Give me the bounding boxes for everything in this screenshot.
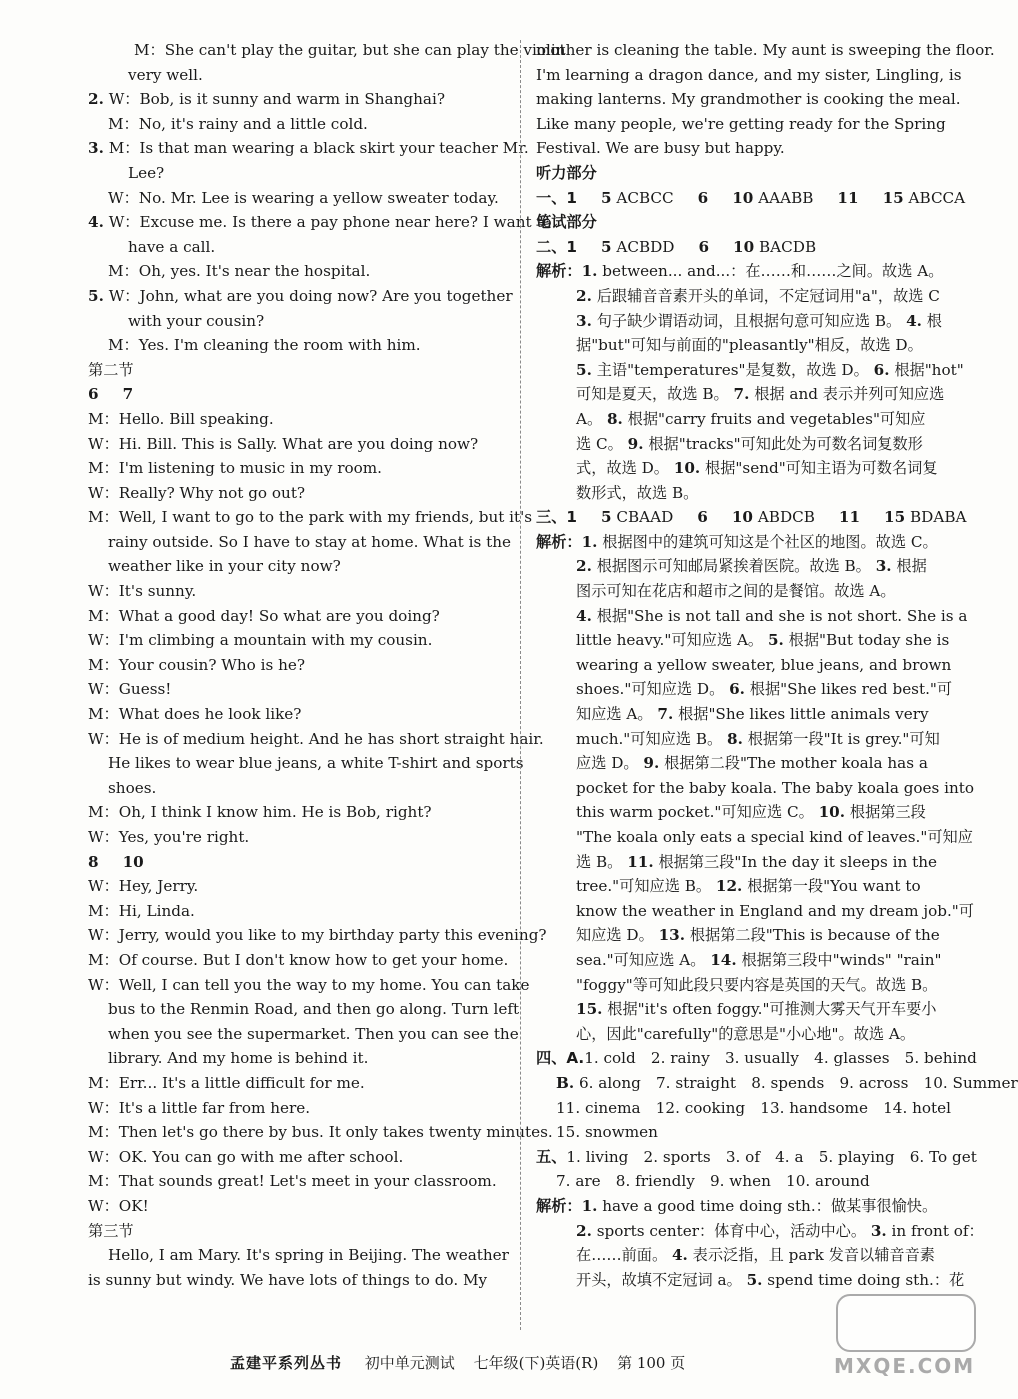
text-line: shoes."可知应选 D。 [576, 680, 725, 699]
text-line: 根据图中的建筑可知这是个社区的地图。故选 C。 [602, 532, 938, 551]
text-line: 根据 [896, 557, 927, 576]
item-number: 4. [88, 213, 104, 232]
item-number: 8. [606, 409, 623, 428]
text-line: W：He is of medium height. And he has short straight hair. [88, 729, 544, 748]
text-line: M：She can't play the guitar, but she can play the violin [134, 41, 566, 59]
text-line: M：Oh, yes. It's near the hospital. [108, 262, 371, 281]
text-line: W：John, what are you doing now? Are you together [108, 286, 513, 305]
text-line: 根据 and 表示并列可知应选 [754, 385, 945, 404]
item-number: 2. [576, 286, 592, 305]
text-line: weather like in your city now? [108, 557, 341, 576]
text-line: 根据"it's often foggy."可推测大雾天气开车要小 [607, 1000, 937, 1019]
answer-key: ACBCC [616, 188, 674, 207]
item-number: 12. [715, 877, 743, 896]
text-line: very well. [128, 65, 203, 84]
answer-key: 1. living 2. sports 3. of 4. a 5. playing 6. To get [566, 1147, 977, 1166]
page-number: 第 100 页 [617, 1354, 686, 1372]
item-number: 5. [767, 631, 784, 650]
item-number: 3. [88, 139, 104, 158]
text-line: is sunny but windy. We have lots of things to do. My [88, 1270, 488, 1289]
text-line: M：Your cousin? Who is he? [88, 655, 306, 674]
item-number: 1. [581, 262, 598, 281]
answer-key: BACDB [759, 237, 817, 256]
text-line: W：It's sunny. [88, 582, 197, 601]
item-number: 15. [576, 1000, 603, 1019]
item-number: 2. [88, 90, 104, 109]
text-line: "The koala only eats a special kind of leaves."可知应 [576, 828, 973, 846]
answer-range: 二、1 [536, 237, 577, 256]
answer-key: ABDCB [757, 508, 815, 527]
text-line: 根据第一段"You want to [747, 877, 921, 896]
item-number: 13. [658, 926, 686, 945]
text-line: M：What a good day! So what are you doing? [88, 606, 440, 625]
text-line: 根据第三段中"winds" "rain" [741, 950, 942, 969]
item-number: 4. [671, 1246, 688, 1265]
text-line: library. And my home is behind it. [108, 1049, 369, 1068]
text-line: M：No, it's rainy and a little cold. [108, 114, 368, 133]
text-line: He likes to wear blue jeans, a white T-shirt and sports [108, 754, 524, 773]
text-line: sports center：体育中心，活动中心。 [596, 1221, 867, 1240]
answer-range: 6 [698, 237, 710, 256]
text-line: W：No. Mr. Lee is wearing a yellow sweater today. [108, 188, 499, 207]
answer-range: 四、A. [536, 1049, 585, 1068]
text-line: rainy outside. So I have to stay at home. What is the [108, 532, 511, 551]
text-line: M：Err... It's a little difficult for me. [88, 1073, 365, 1092]
text-line: 根据"She likes red best."可 [749, 680, 953, 699]
item-number: 3. [875, 557, 892, 576]
text-line: W：OK! [88, 1196, 149, 1215]
text-line: 选 C。 [576, 434, 623, 453]
text-line: Hello, I am Mary. It's spring in Beijing. The weather [108, 1246, 509, 1265]
text-line: I'm learning a dragon dance, and my sister, Lingling, is [536, 65, 962, 84]
answer-key: 1. cold 2. rainy 3. usually 4. glasses 5. behind [584, 1049, 977, 1068]
text-line: 知应选 A。 [576, 705, 653, 724]
text-line: when you see the supermarket. Then you can see the [108, 1024, 519, 1043]
item-number: 10. [673, 459, 701, 478]
text-line: 选 B。 [576, 852, 623, 871]
text-line: pocket for the baby koala. The baby koala goes into [576, 778, 975, 797]
text-line: 数形式，故选 B。 [576, 483, 699, 502]
text-line: Festival. We are busy but happy. [536, 139, 785, 158]
item-number: 6. [729, 680, 745, 699]
text-line: M：Hi, Linda. [88, 901, 195, 920]
item-number: 7. [657, 705, 674, 724]
item-number: 9. [643, 754, 660, 773]
text-line: 根据"But today she is [788, 631, 950, 650]
text-line: W：I'm climbing a mountain with my cousin. [88, 631, 433, 650]
text-line: 根据"She is not tall and she is not short. She is a [596, 606, 968, 625]
text-line: 表示泛指，且 park 发音以辅音音素 [692, 1246, 935, 1265]
watermark-badge-icon [836, 1294, 976, 1352]
text-line: bus to the Renmin Road, and then go along. Turn left [108, 1000, 520, 1019]
text-line: 根据"carry fruits and vegetables"可知应 [627, 409, 926, 428]
text-line: sea."可知应选 A。 [576, 950, 706, 969]
text-line: M：I'm listening to music in my room. [88, 459, 383, 478]
item-number: 10. [818, 803, 846, 822]
page-footer [230, 1352, 685, 1373]
book-title: 初中单元测试 [364, 1354, 455, 1372]
text-line: have a call. [128, 237, 216, 256]
text-line: M：What does he look like? [88, 705, 302, 724]
text-line: 可知是夏天，故选 B。 [576, 385, 729, 404]
item-number: 2. [576, 1221, 592, 1240]
item-number: 4. [906, 311, 922, 330]
section-heading: 听力部分 [536, 163, 597, 182]
text-line: know the weather in England and my dream job."可 [576, 901, 974, 920]
item-number: 1. [581, 1196, 598, 1215]
answer-key: ABCCA [908, 188, 966, 207]
range-end: 10 [122, 852, 144, 871]
range-start: 6 [88, 385, 99, 404]
item-number: 1. [581, 532, 598, 551]
answer-key: 6. along 7. straight 8. spends 9. across 10. Summer [578, 1073, 1018, 1092]
text-line: M：Then let's go there by bus. It only takes twenty minutes. [88, 1123, 553, 1142]
analysis-label: 解析： [536, 532, 582, 551]
item-number: 8. [727, 729, 743, 748]
answer-range: 5 [600, 188, 612, 207]
text-line: 据"but"可知与前面的"pleasantly"相反，故选 D。 [576, 336, 923, 355]
text-line: W：Jerry, would you like to my birthday party this evening? [88, 926, 547, 945]
text-line: W：OK. You can go with me after school. [88, 1147, 404, 1166]
item-number: 5. [88, 286, 104, 305]
text-line: 应选 D。 [576, 754, 639, 773]
text-line: 根据图示可知邮局紧挨着医院。故选 B。 [596, 557, 871, 576]
item-number: 7. [733, 385, 750, 404]
text-line: have a good time doing sth.：做某事很愉快。 [602, 1196, 938, 1215]
item-number: 5. [576, 360, 592, 379]
range-start: 8 [88, 852, 99, 871]
section-heading: 笔试部分 [536, 213, 597, 232]
answer-range: 一、1 [536, 188, 577, 207]
text-line: M：Oh, I think I know him. He is Bob, right? [88, 803, 432, 822]
section-heading: 第三节 [88, 1221, 134, 1240]
text-line: W：It's a little far from here. [88, 1098, 311, 1117]
text-line: wearing a yellow sweater, blue jeans, and brown [576, 655, 952, 674]
grade-subject: 七年级(下)英语(R) [473, 1354, 599, 1372]
text-line: 心，因此"carefully"的意思是"小心地"。故选 A。 [576, 1024, 916, 1043]
text-line: mother is cleaning the table. My aunt is sweeping the floor. [536, 41, 995, 59]
right-column [536, 38, 1018, 1292]
text-line: 式，故选 D。 [576, 459, 669, 478]
answer-range: 5 [600, 508, 612, 527]
answer-range: 11 [838, 508, 861, 527]
text-line: W：Excuse me. Is there a pay phone near here? I want to [108, 213, 552, 232]
text-line: 根据"She likes little animals very [678, 705, 929, 724]
text-line: in front of： [891, 1221, 984, 1240]
answer-key: ACBDD [616, 237, 675, 256]
item-number: 11. [627, 852, 654, 871]
watermark-site: MXQE.COM [834, 1354, 976, 1378]
answer-range: 6 [697, 188, 709, 207]
answer-key: 15. snowmen [556, 1123, 658, 1142]
text-line: Lee? [128, 163, 165, 182]
item-number: 3. [576, 311, 592, 330]
item-number: 14. [710, 950, 737, 969]
text-line: W：Yes, you're right. [88, 828, 250, 846]
text-line: M：Hello. Bill speaking. [88, 409, 274, 428]
text-line: with your cousin? [128, 311, 265, 330]
item-number: 4. [576, 606, 592, 625]
text-line: this warm pocket."可知应选 C。 [576, 803, 814, 822]
text-line: 根据第二段"The mother koala has a [664, 754, 928, 773]
text-line: M：That sounds great! Let's meet in your classroom. [88, 1172, 497, 1191]
text-line: 根据"tracks"可知此处为可数名词复数形 [648, 434, 923, 453]
answer-range: 15 [882, 188, 904, 207]
answer-range: 11 [837, 188, 859, 207]
text-line: W：Hi. Bill. This is Sally. What are you doing now? [88, 434, 479, 453]
column-divider [520, 40, 521, 1330]
text-line: between... and...：在……和……之间。故选 A。 [602, 262, 944, 281]
text-line: M：Is that man wearing a black skirt your teacher Mr. [108, 139, 529, 158]
item-number: 3. [870, 1221, 887, 1240]
text-line: 知应选 D。 [576, 926, 654, 945]
text-line: W：Well, I can tell you the way to my home. You can take [88, 975, 530, 994]
text-line: much."可知应选 B。 [576, 729, 723, 748]
answer-key: BDABA [910, 508, 967, 527]
text-line: W：Guess! [88, 680, 172, 699]
item-number: 5. [746, 1270, 763, 1289]
text-line: 开头，故填不定冠词 a。 [576, 1270, 742, 1289]
answer-range: 三、1 [536, 508, 577, 527]
section-label: B. [556, 1073, 575, 1092]
series-name: 孟建平系列丛书 [230, 1354, 343, 1372]
text-line: 根据第一段"It is grey."可知 [747, 729, 940, 748]
text-line: 根据"send"可知主语为可数名词复 [705, 459, 938, 478]
text-line: 根据第三段"In the day it sleeps in the [658, 852, 937, 871]
text-line: 主语"temperatures"是复数，故选 D。 [596, 360, 869, 379]
text-line: spend time doing sth.：花 [767, 1270, 965, 1289]
answer-range: 10 [731, 508, 753, 527]
text-line: A。 [576, 409, 603, 428]
text-line: 后跟辅音音素开头的单词，不定冠词用"a"，故选 C [596, 286, 940, 305]
analysis-label: 解析： [536, 262, 582, 281]
text-line: 根 [926, 311, 942, 330]
range-end: 7 [122, 385, 134, 404]
item-number: 2. [576, 557, 592, 576]
text-line: little heavy."可知应选 A。 [576, 631, 764, 650]
text-line: 根据第三段 [849, 803, 926, 822]
answer-range: 五、 [536, 1147, 567, 1166]
text-line: 图示可知在花店和超市之间的是餐馆。故选 A。 [576, 582, 896, 601]
text-line: Like many people, we're getting ready for the Spring [536, 114, 946, 133]
text-line: 句子缺少谓语动词，且根据句意可知应选 B。 [596, 311, 902, 330]
answer-range: 6 [697, 508, 708, 527]
answer-range: 15 [884, 508, 906, 527]
section-heading: 第二节 [88, 360, 134, 379]
text-line: W：Hey, Jerry. [88, 877, 199, 896]
answer-range: 10 [732, 188, 754, 207]
answer-key: 7. are 8. friendly 9. when 10. around [556, 1172, 870, 1191]
text-line: W：Bob, is it sunny and warm in Shanghai? [108, 90, 445, 109]
text-line: "foggy"等可知此段只要内容是英国的天气。故选 B。 [576, 975, 938, 994]
text-line: shoes. [108, 778, 157, 797]
answer-key: AAABB [758, 188, 814, 207]
answer-range: 5 [600, 237, 612, 256]
watermark-logo [830, 1292, 980, 1392]
text-line: 在……前面。 [576, 1246, 668, 1265]
text-line: 根据"hot" [894, 360, 964, 379]
item-number: 9. [627, 434, 644, 453]
answer-range: 10 [733, 237, 755, 256]
text-line: M：Yes. I'm cleaning the room with him. [108, 336, 421, 355]
text-line: W：Really? Why not go out? [88, 483, 306, 502]
item-number: 6. [873, 360, 890, 379]
text-line: 根据第二段"This is because of the [689, 926, 940, 945]
analysis-label: 解析： [536, 1196, 582, 1215]
answer-key: 11. cinema 12. cooking 13. handsome 14. hotel [556, 1098, 951, 1117]
text-line: M：Of course. But I don't know how to get your home. [88, 950, 509, 969]
text-line: making lanterns. My grandmother is cooking the meal. [536, 90, 961, 109]
text-line: tree."可知应选 B。 [576, 877, 712, 896]
text-line: M：Well, I want to go to the park with my friends, but it's [88, 508, 533, 527]
answer-key: CBAAD [616, 508, 674, 527]
